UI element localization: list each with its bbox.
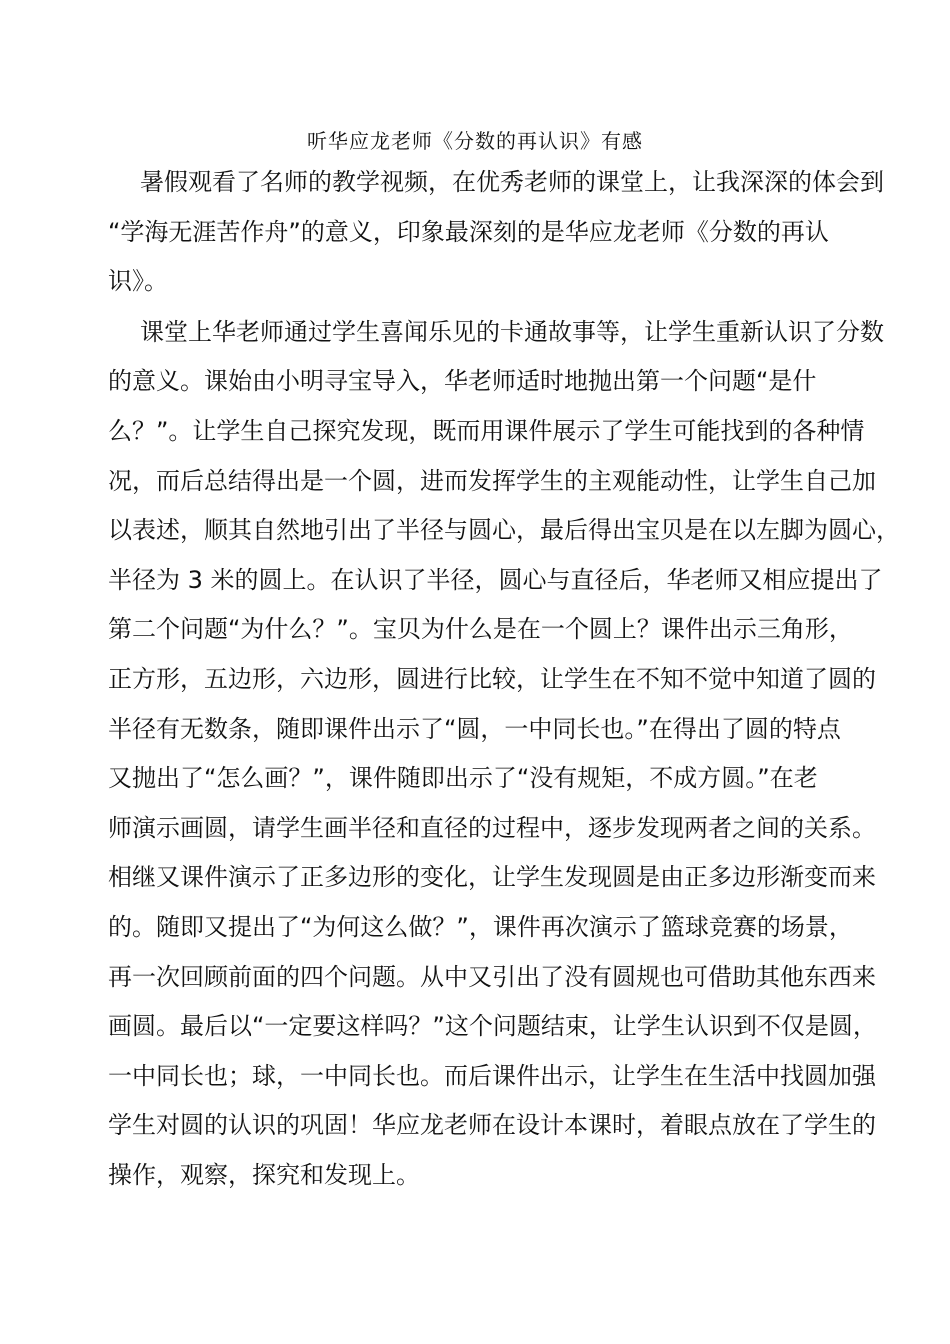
text-line: 么？”。让学生自己探究发现，既而用课件展示了学生可能找到的各种情 bbox=[108, 416, 865, 445]
text-line: 又抛出了“怎么画？”，课件随即出示了“没有规矩，不成方圆。”在老 bbox=[108, 764, 818, 793]
text-line: 相继又课件演示了正多边形的变化，让学生发现圆是由正多边形渐变而来 bbox=[108, 863, 876, 892]
text-line: 以表述，顺其自然地引出了半径与圆心，最后得出宝贝是在以左脚为圆心， bbox=[108, 516, 900, 545]
text-line: 识》。 bbox=[108, 267, 168, 296]
text-line: 正方形，五边形，六边形，圆进行比较，让学生在不知不觉中知道了圆的 bbox=[108, 664, 876, 693]
text-line: 一中同长也；球，一中同长也。而后课件出示，让学生在生活中找圆加强 bbox=[108, 1061, 876, 1090]
text-line: 半径有无数条，随即课件出示了“圆，一中同长也。”在得出了圆的特点 bbox=[108, 714, 841, 743]
text-line: 师演示画圆，请学生画半径和直径的过程中，逐步发现两者之间的关系。 bbox=[108, 813, 876, 842]
document-title: 听华应龙老师《分数的再认识》有感 bbox=[307, 129, 643, 153]
text-line: 的意义。课始由小明寻宝导入，华老师适时地抛出第一个问题“是什 bbox=[108, 367, 817, 396]
text-line: 画圆。最后以“一定要这样吗？”这个问题结束，让学生认识到不仅是圆， bbox=[108, 1012, 877, 1041]
text-line: 再一次回顾前面的四个问题。从中又引出了没有圆规也可借助其他东西来 bbox=[108, 962, 876, 991]
text-line: 况，而后总结得出是一个圆，进而发挥学生的主观能动性，让学生自己加 bbox=[108, 466, 876, 495]
paragraph-2 bbox=[108, 308, 900, 1201]
document-body bbox=[108, 158, 900, 1200]
text-line: 暑假观看了名师的教学视频，在优秀老师的课堂上，让我深深的体会到 bbox=[140, 168, 884, 196]
text-line: 半径为 3 米的圆上。在认识了半径，圆心与直径后，华老师又相应提出了 bbox=[108, 565, 883, 594]
text-line: “学海无涯苦作舟”的意义，印象最深刻的是华应龙老师《分数的再认 bbox=[108, 217, 829, 246]
text-line: 课堂上华老师通过学生喜闻乐见的卡通故事等，让学生重新认识了分数 bbox=[140, 317, 884, 346]
paragraph-1 bbox=[108, 158, 884, 307]
text-line: 的。随即又提出了“为何这么做？”，课件再次演示了篮球竞赛的场景， bbox=[108, 912, 853, 941]
text-line: 操作，观察，探究和发现上。 bbox=[108, 1160, 420, 1189]
text-line: 第二个问题“为什么？”。宝贝为什么是在一个圆上？课件出示三角形， bbox=[108, 615, 853, 644]
text-line: 学生对圆的认识的巩固！华应龙老师在设计本课时，着眼点放在了学生的 bbox=[108, 1111, 876, 1140]
